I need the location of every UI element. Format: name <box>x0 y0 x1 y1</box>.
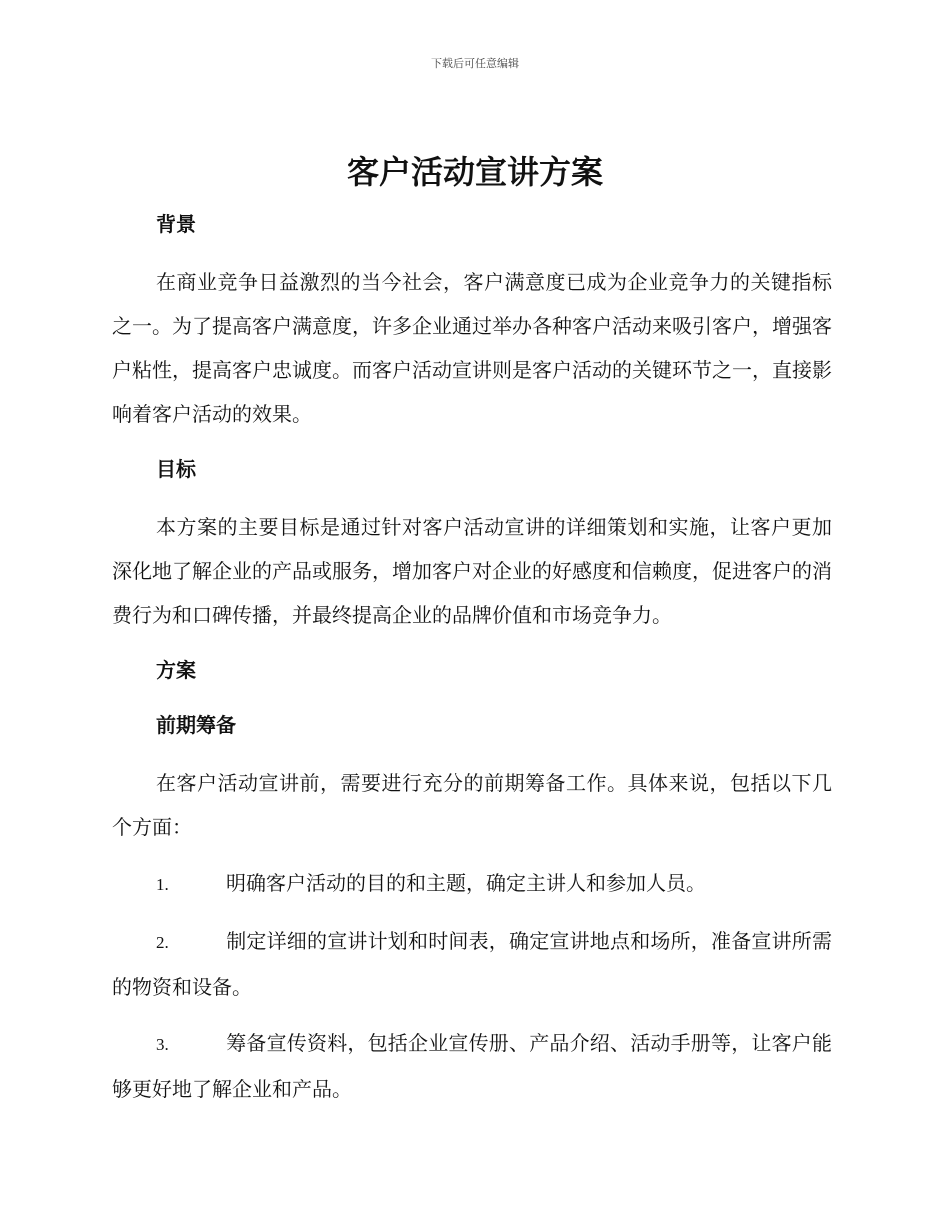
paragraph-background: 在商业竞争日益激烈的当今社会，客户满意度已成为企业竞争力的关键指标之一。为了提高客户满意度，许多企业通过举办各种客户活动来吸引客户，增强客户粘性，提高客户忠诚度。而客户活动宣讲则是客户活动的关键环节之一，直接影响着客户活动的效果。 <box>112 270 832 426</box>
page-header-note: 下载后可任意编辑 <box>431 57 519 70</box>
list-item-number: 1. <box>156 875 169 894</box>
paragraph-goal: 本方案的主要目标是通过针对客户活动宣讲的详细策划和实施，让客户更加深化地了解企业的产品或服务，增加客户对企业的好感度和信赖度，促进客户的消费行为和口碑传播，并最终提高企业的品牌价值和市场竞争力。 <box>112 515 832 627</box>
list-item <box>112 861 832 907</box>
heading-background: 背景 <box>156 212 196 236</box>
subheading-preparation: 前期筹备 <box>156 713 236 737</box>
document-body <box>112 202 832 1111</box>
document-title: 客户活动宣讲方案 <box>346 153 603 191</box>
list-item-text: 明确客户活动的目的和主题，确定主讲人和参加人员。 <box>226 871 706 895</box>
list-item-text: 筹备宣传资料，包括企业宣传册、产品介绍、活动手册等，让客户能够更好地了解企业和产品。 <box>112 1031 832 1101</box>
heading-goal: 目标 <box>156 457 196 481</box>
list-item <box>112 1021 832 1111</box>
list-item-text: 制定详细的宣讲计划和时间表，确定宣讲地点和场所，准备宣讲所需的物资和设备。 <box>112 929 832 999</box>
list-item-number: 2. <box>156 933 169 952</box>
heading-plan: 方案 <box>156 658 196 682</box>
list-item-number: 3. <box>156 1035 169 1054</box>
paragraph-preparation-intro: 在客户活动宣讲前，需要进行充分的前期筹备工作。具体来说，包括以下几个方面： <box>112 771 832 839</box>
list-item <box>112 919 832 1009</box>
